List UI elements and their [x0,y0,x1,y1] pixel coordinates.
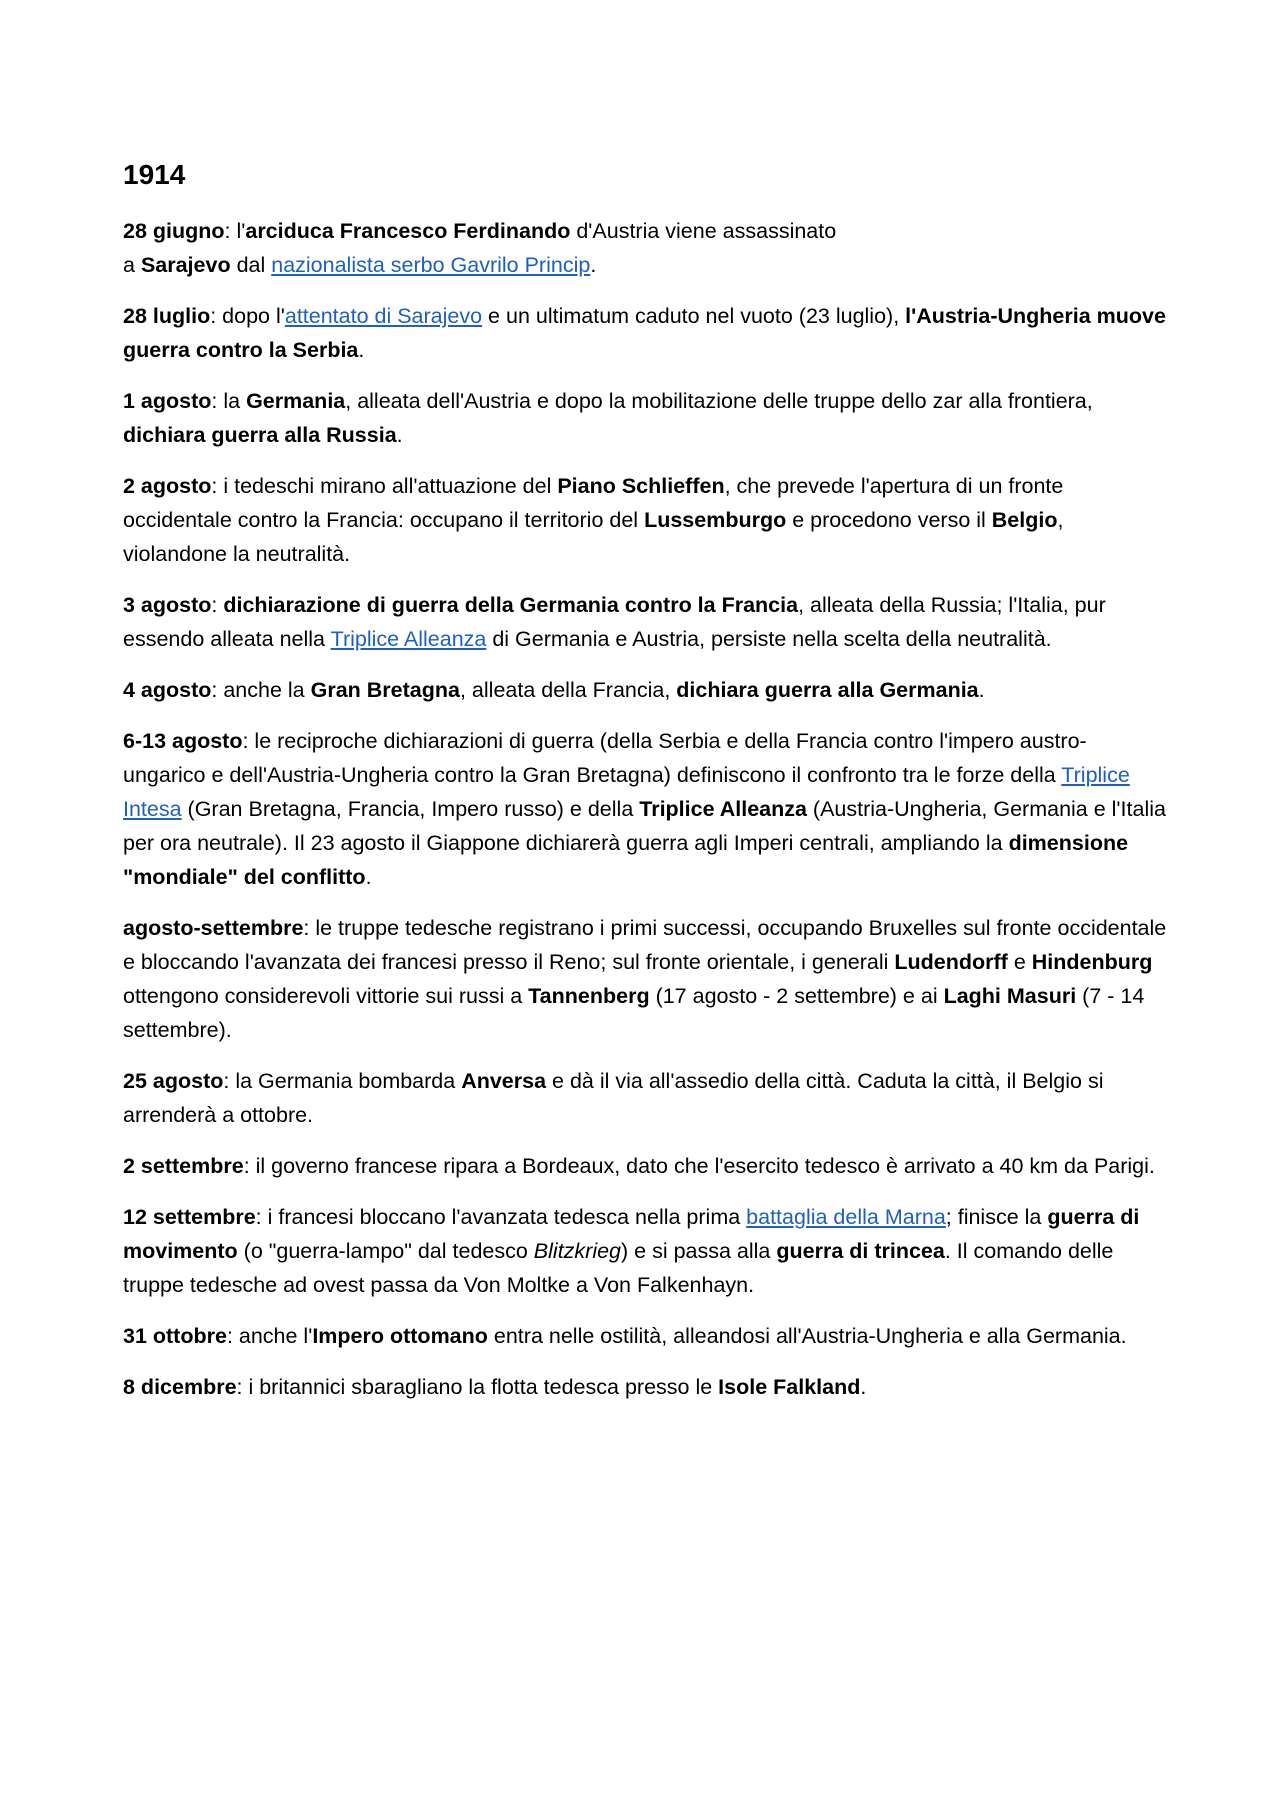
entry-text: ) e si passa alla [621,1239,777,1263]
entry-text: (17 agosto - 2 settembre) e ai [649,984,944,1008]
entry-text: di Germania e Austria, persiste nella scelta della neutralità. [486,627,1052,651]
entry-text: e procedono verso il [786,508,992,532]
entry-date: 12 settembre [123,1205,256,1229]
entry-text: (7 - 14 settembre). [123,984,1145,1042]
entry-text: : l' [224,219,246,243]
bold-text: Tannenberg [528,984,650,1008]
entry-text: : dopo l' [210,304,285,328]
timeline-entry [123,299,1168,367]
wiki-link[interactable]: attentato di Sarajevo [284,304,483,328]
timeline-entry [123,1370,1168,1404]
entry-date: 2 settembre [123,1154,244,1178]
entry-text: . [590,253,597,277]
bold-text: Isole Falkland [718,1375,861,1399]
entry-text: , alleata della Russia; l'Italia, pur essendo alleata nella [123,593,1106,651]
timeline-entry [123,214,1168,282]
entry-date: 2 agosto [123,474,212,498]
wiki-link[interactable]: nazionalista serbo Gavrilo Princip [271,253,591,277]
entry-text: : le reciproche dichiarazioni di guerra (della Serbia e della Francia contro l'impero austro-ungarico e dell'Austria-Ungheria contro la Gran Bretagna) definiscono il confronto tra le forze della [123,729,1087,787]
entry-date: 28 giugno [123,219,225,243]
entry-text: : anche l' [226,1324,313,1348]
bold-text: Germania [246,389,346,413]
entry-text: , alleata dell'Austria e dopo la mobilitazione delle truppe dello zar alla frontiera, [345,389,1093,413]
bold-text: l'Austria-Ungheria muove guerra contro la Serbia [123,304,1166,362]
bold-text: arciduca Francesco Ferdinando [245,219,571,243]
entry-date: 1 agosto [123,389,212,413]
bold-text: guerra di trincea [776,1239,945,1263]
entry-text: . [396,423,403,447]
timeline-entry [123,384,1168,452]
timeline-entry [123,1149,1168,1183]
entry-text: . Il comando delle truppe tedesche ad ovest passa da Von Moltke a Von Falkenhayn. [123,1239,1114,1297]
page-title: 1914 [123,159,186,190]
bold-text: Hindenburg [1031,950,1153,974]
entry-text: ottengono considerevoli vittorie sui russi a [123,984,529,1008]
entry-text: (Gran Bretagna, Francia, Impero russo) e della [181,797,640,821]
bold-text: Ludendorff [894,950,1008,974]
entry-date: 3 agosto [123,593,212,617]
bold-text: Laghi Masuri [943,984,1077,1008]
wiki-link[interactable]: battaglia della Marna [746,1205,946,1229]
bold-text: Gran Bretagna [310,678,460,702]
entry-text: : la [211,389,247,413]
entry-date: 4 agosto [123,678,212,702]
entry-text: , che prevede l'apertura di un fronte occidentale contro la Francia: occupano il territorio del [123,474,1064,532]
entry-text: d'Austria viene assassinato [570,219,837,243]
timeline-entry [123,911,1168,1047]
entry-text: : i francesi bloccano l'avanzata tedesca nella prima [255,1205,747,1229]
bold-text: Piano Schlieffen [557,474,725,498]
timeline-entry [123,673,1168,707]
entry-text: : anche la [211,678,311,702]
entry-text: : le truppe tedesche registrano i primi successi, occupando Bruxelles sul fronte occidentale e bloccando l'avanzata dei francesi presso il Reno; sul fronte orientale, i generali [123,916,1167,974]
entry-text: : [211,593,224,617]
bold-text: Anversa [461,1069,547,1093]
bold-text: Belgio [991,508,1058,532]
entry-text: . [860,1375,867,1399]
entry-text: e dà il via all'assedio della città. Caduta la città, il Belgio si arrenderà a ottobre. [123,1069,1104,1127]
entry-text: , violandone la neutralità. [123,508,1064,566]
bold-text: Triplice Alleanza [639,797,807,821]
bold-text: guerra di movimento [123,1205,1140,1263]
entry-text: : la Germania bombarda [223,1069,462,1093]
timeline-entry [123,588,1168,656]
entry-text: dal [230,253,272,277]
italic-text: Blitzkrieg [533,1239,622,1263]
entry-text: (Austria-Ungheria, Germania e l'Italia per ora neutrale). Il 23 agosto il Giappone dichiarerà guerra agli Imperi centrali, ampliando la [123,797,1166,855]
entry-date: 25 agosto [123,1069,224,1093]
wiki-link[interactable]: Triplice Alleanza [330,627,487,651]
entry-text: : i tedeschi mirano all'attuazione del [211,474,558,498]
entry-text: . [358,338,365,362]
bold-text: dimensione "mondiale" del conflitto [123,831,1129,889]
bold-text: dichiara guerra alla Germania [676,678,979,702]
entry-date: 31 ottobre [123,1324,227,1348]
entry-date: 6-13 agosto [123,729,243,753]
entry-date: agosto-settembre [123,916,304,940]
bold-text: Impero ottomano [312,1324,488,1348]
timeline-entry [123,1319,1168,1353]
bold-text: dichiara guerra alla Russia [123,423,397,447]
wiki-link[interactable]: Triplice Intesa [123,763,1130,821]
entry-date: 28 luglio [123,304,211,328]
entry-text: . [978,678,985,702]
entry-text: . [365,865,372,889]
bold-text: Lussemburgo [644,508,787,532]
entry-text: : il governo francese ripara a Bordeaux, dato che l'esercito tedesco è arrivato a 40 km da Parigi. [243,1154,1155,1178]
entry-text: , alleata della Francia, [459,678,677,702]
entry-text: e [1007,950,1032,974]
entry-text: a [123,253,141,277]
timeline-entry [123,469,1168,571]
entry-date: 8 dicembre [123,1375,237,1399]
timeline-entry [123,724,1168,894]
bold-text: dichiarazione di guerra della Germania contro la Francia [223,593,799,617]
bold-text: Sarajevo [140,253,231,277]
entry-text: e un ultimatum caduto nel vuoto (23 luglio), [482,304,906,328]
timeline-entries [123,214,1168,1404]
entry-text: : i britannici sbaragliano la flotta tedesca presso le [236,1375,719,1399]
entry-text: ; finisce la [945,1205,1048,1229]
entry-text: (o "guerra-lampo" dal tedesco [237,1239,534,1263]
timeline-entry [123,1200,1168,1302]
entry-text: entra nelle ostilità, alleandosi all'Austria-Ungheria e alla Germania. [487,1324,1127,1348]
timeline-entry [123,1064,1168,1132]
